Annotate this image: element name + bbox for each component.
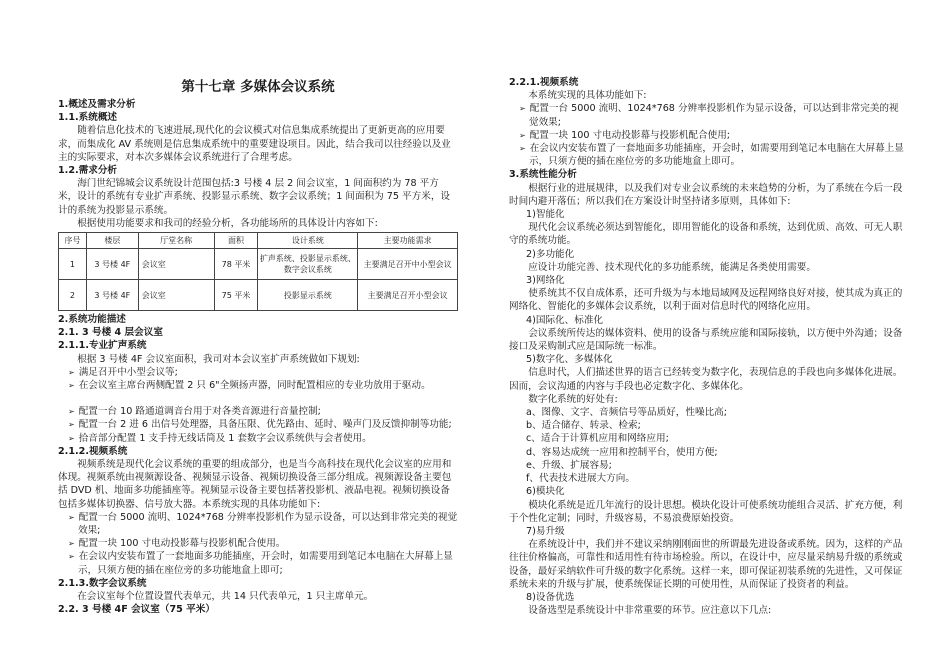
bullet-item [58,366,458,379]
bullet-item [58,537,458,550]
table-cell: 3 号楼 4F [86,249,138,280]
list-item: e、升级、扩展容易; [526,459,612,471]
table-cell: 2 [59,280,87,311]
bullet-item [58,511,458,537]
numbered-item: 2)多功能化 [526,248,575,260]
table-cell: 75 平米 [214,280,258,311]
section-heading: 2.系统功能描述 [58,314,126,326]
paragraph: 在系统设计中，我们并不建议采纳刚刚面世的所谓最先进设备或系统。因为，这样的产品往往价格偏高，可靠性和适用性有待市场检验。所以，在设计中，应尽量采纳易升级的系统或设备，最好采纳软件可升级的数字化系统。这样一来，即可保证初装系统的先进性，又可保证系统未来的升级与扩展，使系统保证长期的可使用性，从而保证了投资者的利益。 [509,539,903,590]
section-heading: 2.2.1.视频系统 [509,77,579,88]
paragraph: 数字化系统的好处有: [528,393,618,405]
bullet-item [58,550,458,576]
numbered-item: 6)模块化 [526,486,565,498]
bullet-text: 拾音部分配置 1 支手持无线话筒及 1 套数字会议系统供与会者使用。 [78,432,372,444]
numbered-item: 5)数字化、多媒体化 [526,354,613,366]
bullet-item [58,405,458,418]
arrow-bullet-icon: ➢ [519,130,526,140]
table-cell: 78 平米 [214,249,258,280]
numbered-item: 4)国际化、标准化 [526,314,604,326]
section-heading: 2.1.1.专业扩声系统 [58,340,147,352]
table-cell: 主要满足召开中小型会议 [358,249,458,280]
numbered-item: 1)智能化 [526,209,565,221]
table-header: 序号 [59,233,87,249]
bullet-item [509,142,907,168]
table-row [59,280,458,311]
section-heading: 1.概述及需求分析 [58,99,136,110]
table-row [59,249,458,280]
chapter-title: 第十七章 多媒体会议系统 [181,79,335,95]
bullet-item [509,129,907,142]
arrow-bullet-icon: ➢ [68,552,75,562]
bullet-item [509,102,907,128]
bullet-text: 在会议室主席台两侧配置 2 只 6"全频扬声器，同时配置相应的专业功放用于驱动。 [78,380,431,392]
bullet-text: 在会议内安装布置了一套地面多功能插座，开会时，如需要用到笔记本电脑在大屏幕上显示，只须方便的插在座位旁的多功能地盒上即可。 [529,143,904,168]
list-item: b、适合储存、转录、检索; [526,420,641,432]
paragraph: 在会议室每个位置设置代表单元，共 14 只代表单元，1 只主席单元。 [77,591,374,603]
paragraph: 现代化会议系统必须达到智能化，即用智能化的设备和系统，达到优质、高效、可无人职守的系统功能。 [509,222,903,247]
table-header: 厅堂名称 [138,233,214,249]
left-column [58,74,458,617]
section-heading: 3.系统性能分析 [509,169,577,181]
paragraph: 根据 3 号楼 4F 会议室面积，我司对本会议室扩声系统做如下规划: [77,353,360,365]
section-heading: 1.2.需求分析 [58,165,118,177]
list-item: f、代表技术进展大方向。 [526,473,635,485]
paragraph: 信息时代，人们描述世界的语言已经转变为数字化，表现信息的手段也向多媒体化进展。因而，会议沟通的内容与手段也必定数字化、多媒体化。 [509,367,903,392]
bullet-item [58,418,458,431]
arrow-bullet-icon: ➢ [519,104,526,114]
paragraph: 模块化系统是近几年流行的设计思想。模块化设计可使系统功能组合灵活、扩充方便，利于个性化定制；同时，升级容易，不易浪费原始投资。 [509,499,903,524]
table-cell: 会议室 [138,249,214,280]
table-cell: 3 号楼 4F [86,280,138,311]
paragraph: 设备选型是系统设计中非常重要的环节。应注意以下几点: [528,605,772,617]
table-cell: 扩声系统、投影显示系统、数字会议系统 [258,249,358,280]
arrow-bullet-icon: ➢ [68,433,75,443]
bullet-text: 配置一台 2 进 6 出信号处理器，具备压限、优先路由、延时、噪声门及反馈抑制等功能; [78,419,452,431]
paragraph: 会议系统所传达的媒体资料、使用的设备与系统应能和国际接轨，以方便中外沟通；设备接口及采购制式应是国际统一标准。 [509,327,903,353]
paragraph: 使系统其不仅自成体系，还可升级为与本地局域网及远程网络良好对接，使其成为真正的网络化、智能化的多媒体会议系统，以利于面对信息时代的网络化应用。 [509,288,903,313]
table-cell: 会议室 [138,280,214,311]
numbered-item: 3)网络化 [526,275,565,287]
table-cell: 1 [59,249,87,280]
section-heading: 2.2. 3 号楼 4F 会议室（75 平米） [58,604,215,616]
bullet-item [58,379,458,392]
table-header: 面积 [214,233,258,249]
section-heading: 2.1.3.数字会议系统 [58,577,147,589]
table-header-row [59,233,458,249]
bullet-text: 配置一块 100 寸电动投影幕与投影机配合使用; [529,129,731,141]
paragraph: 应设计功能完善、技术现代化的多功能系统，能满足各类使用需要。 [528,261,816,273]
bullet-text: 配置一台 5000 流明、1024*768 分辨率投影机作为显示设备，可以达到非常完美的视觉效果; [78,511,458,537]
paragraph: 本系统实现的具体功能如下: [528,90,647,102]
bullet-text: 配置一台 10 路通道调音台用于对各类音源进行音量控制; [78,406,321,418]
blank-line [58,392,458,405]
table-cell: 投影显示系统 [258,280,358,311]
arrow-bullet-icon: ➢ [68,367,75,377]
bullet-text: 在会议内安装布置了一套地面多功能插座，开会时，如需要用到笔记本电脑在大屏幕上显示，只须方便的插在座位旁的多功能地盒上即可; [78,551,453,576]
section-heading: 2.1.2.视频系统 [58,445,128,457]
paragraph: 视频系统是现代化会议系统的重要的组成部分，也是当今高科技在现代化会议室的应用和体现。视频系统由视频源设备、视频显示设备、视频切换设备三部分组成。视频源设备主要包括 DVD 机、地面多功能插座等。视频显示设备主要包括著投影机、液晶电视。视频切换设备包括多媒体切换器、信号放大器。本系统实现的具体功能如下: [58,459,452,510]
right-column [509,76,907,617]
numbered-item: 7)易升级 [526,525,565,537]
section-heading: 1.1.系统概述 [58,112,118,124]
bullet-text: 满足召开中小型会议等; [78,366,178,378]
numbered-item: 8)设备优选 [526,591,575,603]
arrow-bullet-icon: ➢ [68,407,75,417]
list-item: d、容易达成统一应用和控制平台，使用方便; [526,446,718,458]
paragraph: 海门世纪锦城会议系统设计范围包括:3 号楼 4 层 2 间会议室，1 间面积约为 78 平方米，设计的系统有专业扩声系统、投影显示系统、数字会议系统；1 间面积为 75 平方米，设计的系统为投影显示系统。 [58,178,451,216]
paragraph: 随着信息化技术的飞速进展,现代化的会议模式对信息集成系统提出了更新更高的应用要求，而集成化 AV 系统则是信息集成系统中的重要建设项目。因此，结合我司以往经验以及业主的实际要求，对本次多媒体会议系统进行了合理考虑。 [58,125,451,163]
list-item: a、图像、文字、音频信号等品质好，性噪比高; [526,407,727,419]
bullet-item [58,432,458,445]
bullet-text: 配置一块 100 寸电动投影幕与投影机配合使用。 [78,538,286,550]
arrow-bullet-icon: ➢ [519,144,526,154]
table-header: 主要功能需求 [358,233,458,249]
arrow-bullet-icon: ➢ [68,539,75,549]
paragraph: 根据使用功能要求和我司的经验分析，各功能场所的具体设计内容如下: [77,217,378,229]
table-header: 设计系统 [258,233,358,249]
table-header: 楼层 [86,233,138,249]
table-cell: 主要满足召开小型会议 [358,280,458,311]
arrow-bullet-icon: ➢ [68,420,75,430]
arrow-bullet-icon: ➢ [68,512,75,522]
section-heading: 2.1. 3 号楼 4 层会议室 [58,327,163,339]
list-item: c、适合于计算机应用和网络应用; [526,433,669,445]
bullet-text: 配置一台 5000 流明、1024*768 分辨率投影机作为显示设备，可以达到非常完美的视觉效果; [529,103,899,128]
paragraph: 根据行业的进展规律，以及我们对专业会议系统的未来趋势的分析，为了系统在今后一段时间内避开落伍；所以我们在方案设计时坚持诸多原则，具体如下: [509,182,903,207]
arrow-bullet-icon: ➢ [68,381,75,391]
design-table [58,232,458,311]
